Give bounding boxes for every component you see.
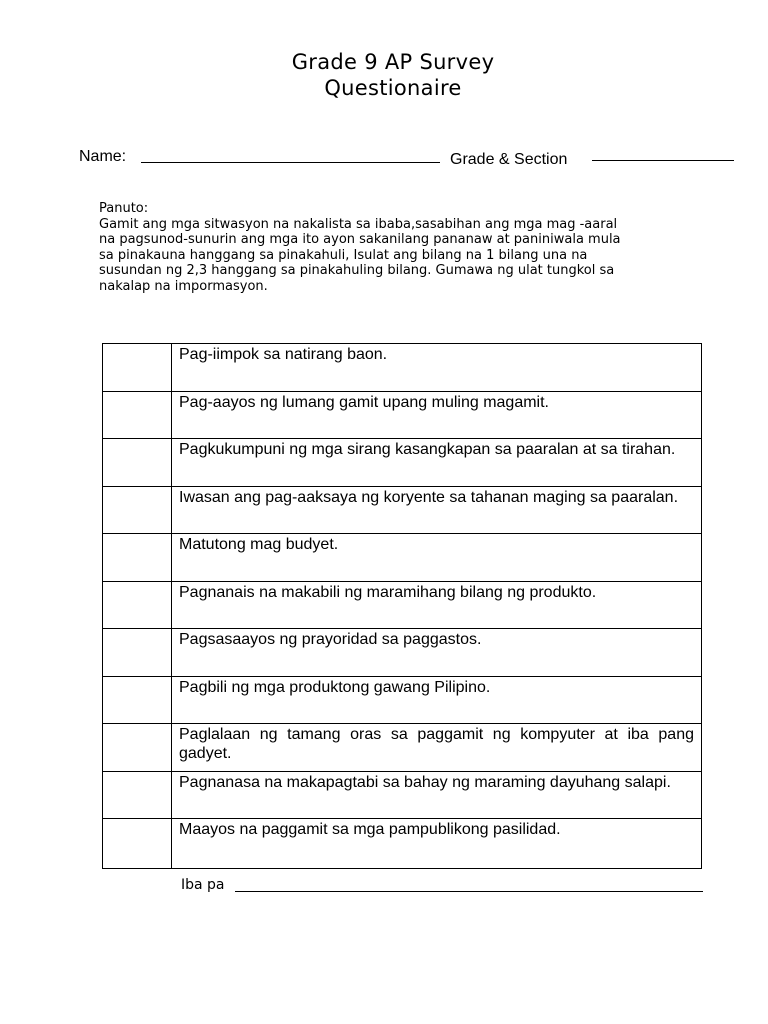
- rank-cell[interactable]: [103, 391, 172, 439]
- table-row: [103, 344, 702, 392]
- instructions-line: susundan ng 2,3 hanggang sa pinakahuling bilang. Gumawa ng ulat tungkol sa: [99, 263, 615, 279]
- table-row: [103, 819, 702, 869]
- grade-section-field-line[interactable]: [592, 160, 734, 161]
- table-row: [103, 439, 702, 487]
- instructions-line: Gamit ang mga sitwasyon na nakalista sa ibaba,sasabihan ang mga mag -aaral: [99, 216, 618, 232]
- item-cell: Matutong mag budyet.: [172, 534, 702, 582]
- title-line-1: Grade 9 AP Survey: [291, 50, 495, 74]
- table-row: [103, 534, 702, 582]
- instructions-line: sa pinakauna hanggang sa pinakahuli, Isulat ang bilang na 1 bilang una na: [99, 247, 588, 263]
- title-line-2: Questionaire: [324, 76, 462, 100]
- table-row: [103, 629, 702, 677]
- grade-section-label: Grade & Section: [450, 151, 568, 168]
- table-row: [103, 771, 702, 819]
- ranking-table: [102, 343, 702, 869]
- item-cell: Iwasan ang pag-aaksaya ng koryente sa tahanan maging sa paaralan.: [172, 486, 702, 534]
- table-row: [103, 724, 702, 772]
- instructions-line: nakalap na impormasyon.: [99, 278, 268, 294]
- instructions-block: [99, 201, 699, 295]
- item-cell: Pag-aayos ng lumang gamit upang muling magamit.: [172, 391, 702, 439]
- rank-cell[interactable]: [103, 724, 172, 772]
- rank-cell[interactable]: [103, 629, 172, 677]
- table-row: [103, 676, 702, 724]
- rank-cell[interactable]: [103, 344, 172, 392]
- item-cell: Paglalaan ng tamang oras sa paggamit ng kompyuter at iba pang gadyet.: [172, 724, 702, 772]
- instructions-heading: Panuto:: [99, 201, 149, 216]
- item-cell: Pag-iimpok sa natirang baon.: [172, 344, 702, 392]
- instructions-line: na pagsunod-sunurin ang mga ito ayon sakanilang pananaw at paniniwala mula: [99, 232, 621, 248]
- item-cell: Pagbili ng mga produktong gawang Pilipino.: [172, 676, 702, 724]
- rank-cell[interactable]: [103, 771, 172, 819]
- item-cell: Pagsasaayos ng prayoridad sa paggastos.: [172, 629, 702, 677]
- table-row: [103, 581, 702, 629]
- name-field-line[interactable]: [141, 162, 440, 163]
- other-label: Iba pa: [181, 877, 225, 893]
- rank-cell[interactable]: [103, 676, 172, 724]
- rank-cell[interactable]: [103, 819, 172, 869]
- item-cell: Pagkukumpuni ng mga sirang kasangkapan sa paaralan at sa tirahan.: [172, 439, 702, 487]
- rank-cell[interactable]: [103, 581, 172, 629]
- table-row: [103, 486, 702, 534]
- rank-cell[interactable]: [103, 439, 172, 487]
- rank-cell[interactable]: [103, 486, 172, 534]
- table-row: [103, 391, 702, 439]
- item-cell: Pagnanasa na makapagtabi sa bahay ng maraming dayuhang salapi.: [172, 771, 702, 819]
- name-label: Name:: [79, 148, 127, 165]
- item-cell: Pagnanais na makabili ng maramihang bilang ng produkto.: [172, 581, 702, 629]
- other-field-line[interactable]: [235, 891, 703, 892]
- rank-cell[interactable]: [103, 534, 172, 582]
- item-cell: Maayos na paggamit sa mga pampublikong pasilidad.: [172, 819, 702, 869]
- document-title: [0, 49, 768, 101]
